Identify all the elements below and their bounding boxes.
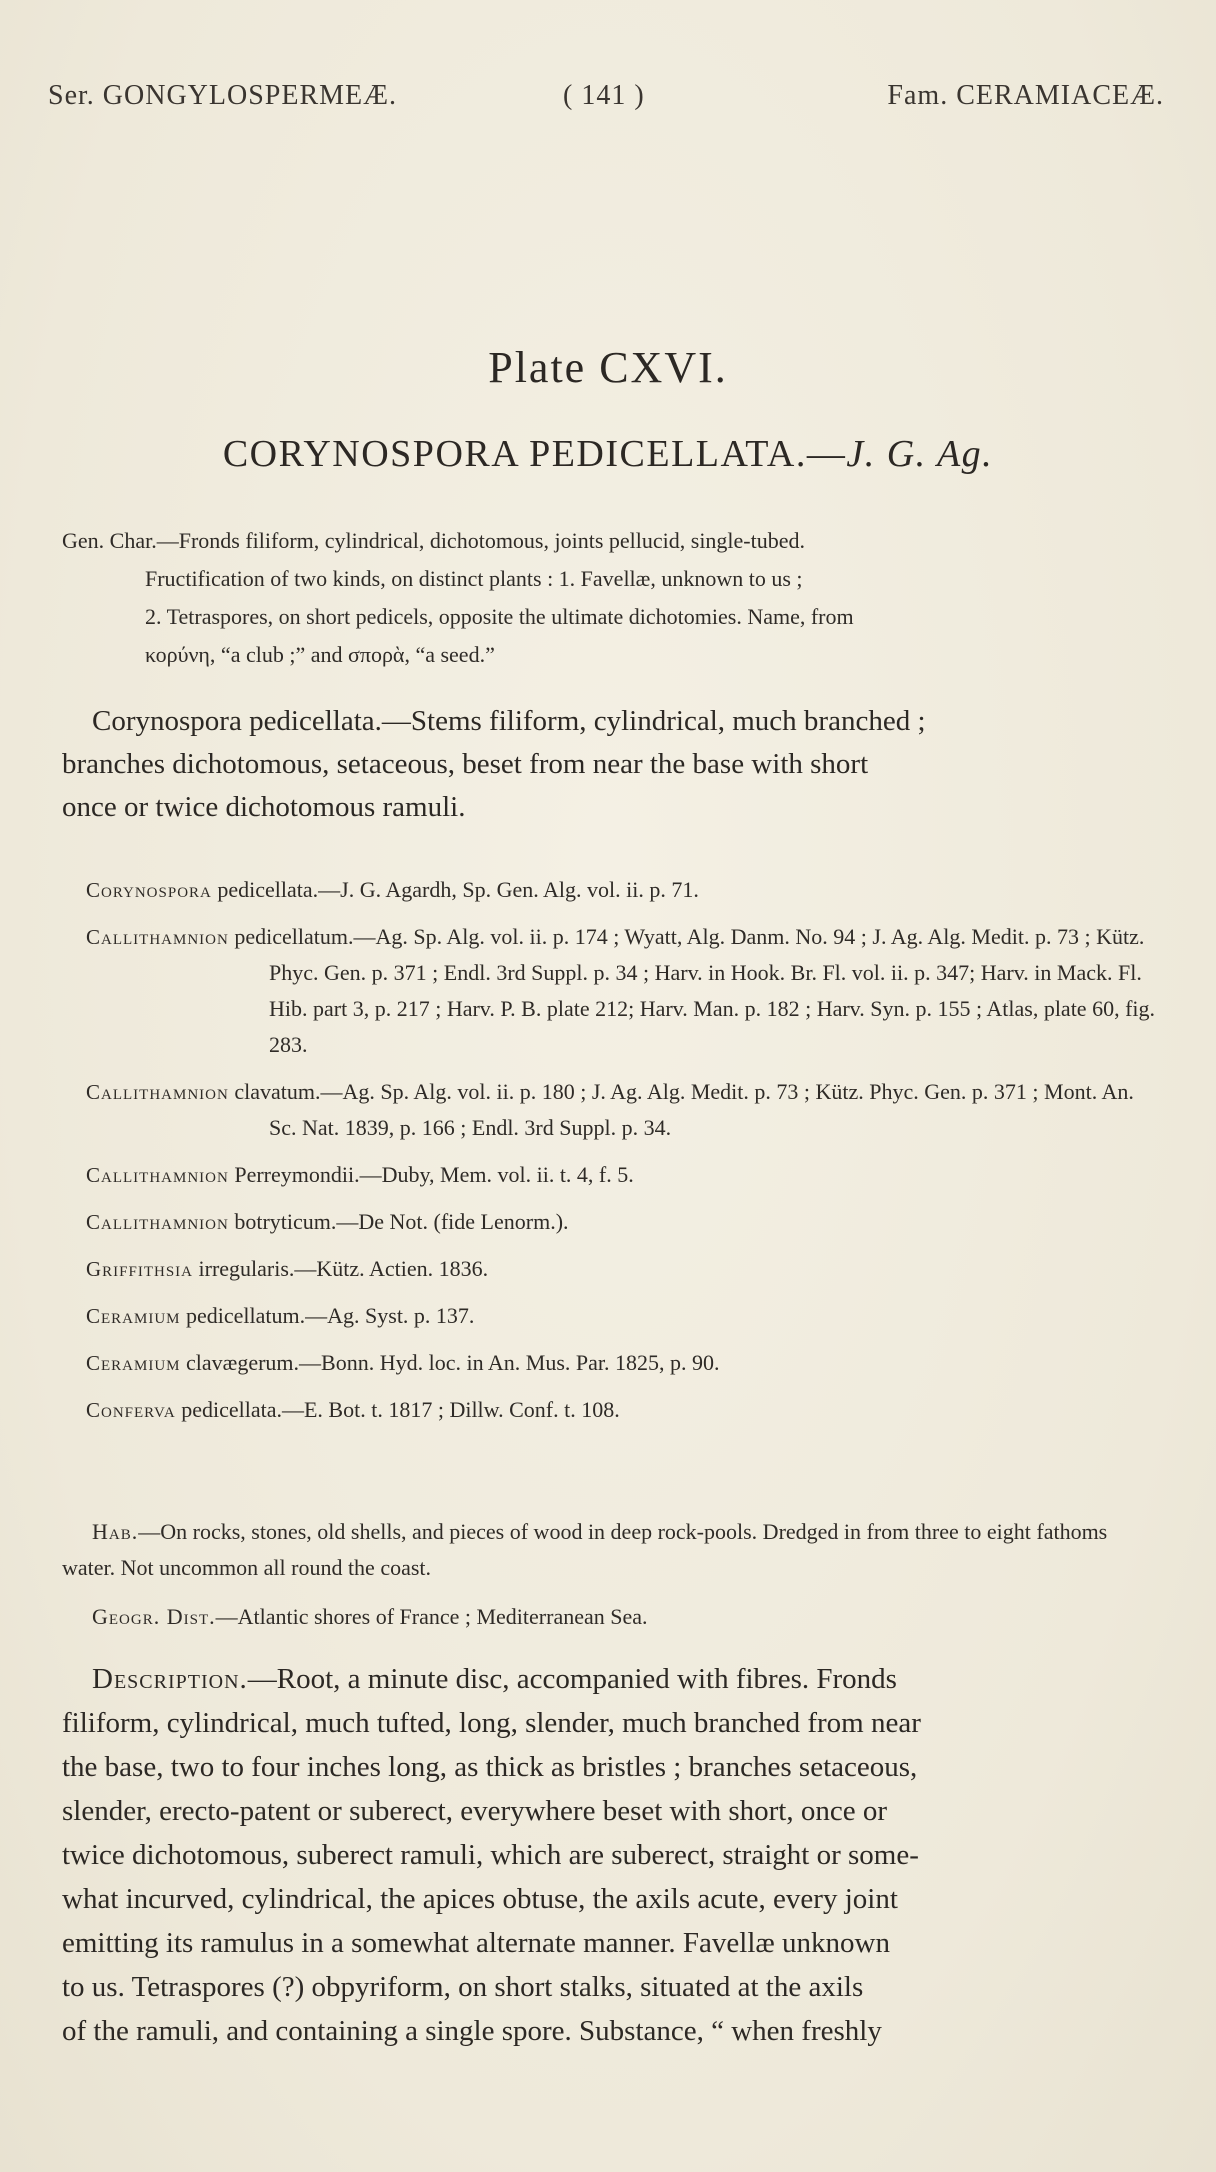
synonym-entry (62, 872, 1157, 908)
synonym-text: pedicellata.—E. Bot. t. 1817 ; Dillw. Conf. t. 108. (181, 1397, 620, 1422)
diagnosis-line: branches dichotomous, setaceous, beset from near the base with short (62, 748, 869, 780)
diagnosis-line: once or twice dichotomous ramuli. (62, 791, 466, 823)
description-text: —Root, a minute disc, accompanied with fibres. Fronds (247, 1663, 897, 1695)
synonym-genus: Ceramium (86, 1304, 181, 1328)
synonym-genus: Callithamnion (86, 1080, 229, 1104)
synonym-genus: Callithamnion (86, 1210, 229, 1234)
synonym-entry (62, 1345, 1157, 1381)
description-line: of the ramuli, and containing a single spore. Substance, “ when freshly (62, 2015, 882, 2047)
synonym-text: pedicellatum.—Ag. Syst. p. 137. (186, 1303, 475, 1328)
running-header (48, 80, 1164, 120)
synonym-text: pedicellata.—J. G. Agardh, Sp. Gen. Alg. vol. ii. p. 71. (217, 877, 699, 902)
description-line: twice dichotomous, suberect ramuli, which are suberect, straight or some- (62, 1839, 919, 1871)
species-title (0, 432, 1216, 476)
synonym-text: pedicellatum.—Ag. Sp. Alg. vol. ii. p. 174 ; Wyatt, Alg. Danm. No. 94 ; J. Ag. Alg. Medit. p. 73 ; Kütz. Phyc. Gen. p. 371 ; Endl. 3rd Suppl. p. 34 ; Harv. in Hook. Br. Fl. vol. ii. p. 347; Harv. in Mack. Fl. Hib. part 3, p. 217 ; Harv. P. B. plate 212; Harv. Man. p. 182 ; Harv. Syn. p. 155 ; Atlas, plate 60, fig. 283. (234, 924, 1156, 1057)
habitat-text: —On rocks, stones, old shells, and pieces of wood in deep rock-pools. Dredged in from three to eight fathoms water. Not uncommon all round the coast. (62, 1519, 1108, 1580)
page-number: ( 141 ) (563, 80, 645, 111)
synonym-genus: Callithamnion (86, 1163, 229, 1187)
gen-char-line: 2. Tetraspores, on short pedicels, opposite the ultimate dichotomies. Name, from (145, 604, 854, 629)
habitat-section (62, 1514, 1157, 1648)
header-family: Fam. CERAMIACEÆ. (887, 80, 1164, 111)
synonym-text: clavægerum.—Bonn. Hyd. loc. in An. Mus. Par. 1825, p. 90. (186, 1350, 720, 1375)
geography-paragraph (62, 1599, 1157, 1635)
synonym-text: botryticum.—De Not. (fide Lenorm.). (234, 1209, 569, 1234)
synonym-entry (62, 1204, 1157, 1240)
gen-char-line: Fructification of two kinds, on distinct plants : 1. Favellæ, unknown to us ; (145, 566, 803, 591)
description-section (62, 1657, 1157, 2053)
geography-text: —Atlantic shores of France ; Mediterranean Sea. (215, 1604, 648, 1629)
header-series: Ser. GONGYLOSPERMEÆ. (48, 80, 398, 111)
description-line (62, 1657, 1157, 1701)
synonym-entry (62, 919, 1157, 1063)
gen-char-line: κορύνη, “a club ;” and σπορὰ, “a seed.” (145, 642, 495, 667)
synonym-text: irregularis.—Kütz. Actien. 1836. (198, 1256, 489, 1281)
description-line: slender, erecto-patent or suberect, everywhere beset with short, once or (62, 1795, 887, 1827)
plate-title: Plate CXVI. (488, 343, 728, 392)
species-authority: J. G. Ag. (846, 433, 994, 475)
synonym-entry (62, 1074, 1157, 1146)
synonym-genus: Callithamnion (86, 925, 229, 949)
description-label: Description. (92, 1663, 248, 1695)
synonym-text: Perreymondii.—Duby, Mem. vol. ii. t. 4, f. 5. (234, 1162, 634, 1187)
description-line: filiform, cylindrical, much tufted, long, slender, much branched from near (62, 1707, 921, 1739)
synonym-genus: Ceramium (86, 1351, 181, 1375)
synonym-entry (62, 1298, 1157, 1334)
description-line: the base, two to four inches long, as thick as bristles ; branches setaceous, (62, 1751, 918, 1783)
description-line: what incurved, cylindrical, the apices obtuse, the axils acute, every joint (62, 1883, 898, 1915)
gen-char-line: Gen. Char.—Fronds filiform, cylindrical, dichotomous, joints pellucid, single-tubed. (62, 528, 806, 553)
habitat-label: Hab. (92, 1519, 139, 1544)
synonym-entry (62, 1251, 1157, 1287)
synonym-entry (62, 1157, 1157, 1193)
description-line: to us. Tetraspores (?) obpyriform, on short stalks, situated at the axils (62, 1971, 864, 2003)
synonym-genus: Griffithsia (86, 1257, 194, 1281)
synonym-text: clavatum.—Ag. Sp. Alg. vol. ii. p. 180 ; J. Ag. Alg. Medit. p. 73 ; Kütz. Phyc. Gen. p. 371 ; Mont. An. Sc. Nat. 1839, p. 166 ; Endl. 3rd Suppl. p. 34. (234, 1079, 1134, 1140)
description-line: emitting its ramulus in a somewhat alternate manner. Favellæ unknown (62, 1927, 890, 1959)
generic-character (62, 522, 1157, 674)
synonym-entry (62, 1392, 1157, 1428)
synonymy-list (62, 872, 1157, 1439)
synonym-genus: Corynospora (86, 878, 212, 902)
habitat-paragraph (62, 1514, 1157, 1586)
synonym-genus: Conferva (86, 1398, 176, 1422)
species-name: CORYNOSPORA PEDICELLATA.— (222, 433, 847, 475)
diagnosis-line: Corynospora pedicellata.—Stems filiform, cylindrical, much branched ; (92, 705, 926, 737)
species-diagnosis (62, 700, 1157, 829)
geography-label: Geogr. Dist. (92, 1604, 216, 1629)
